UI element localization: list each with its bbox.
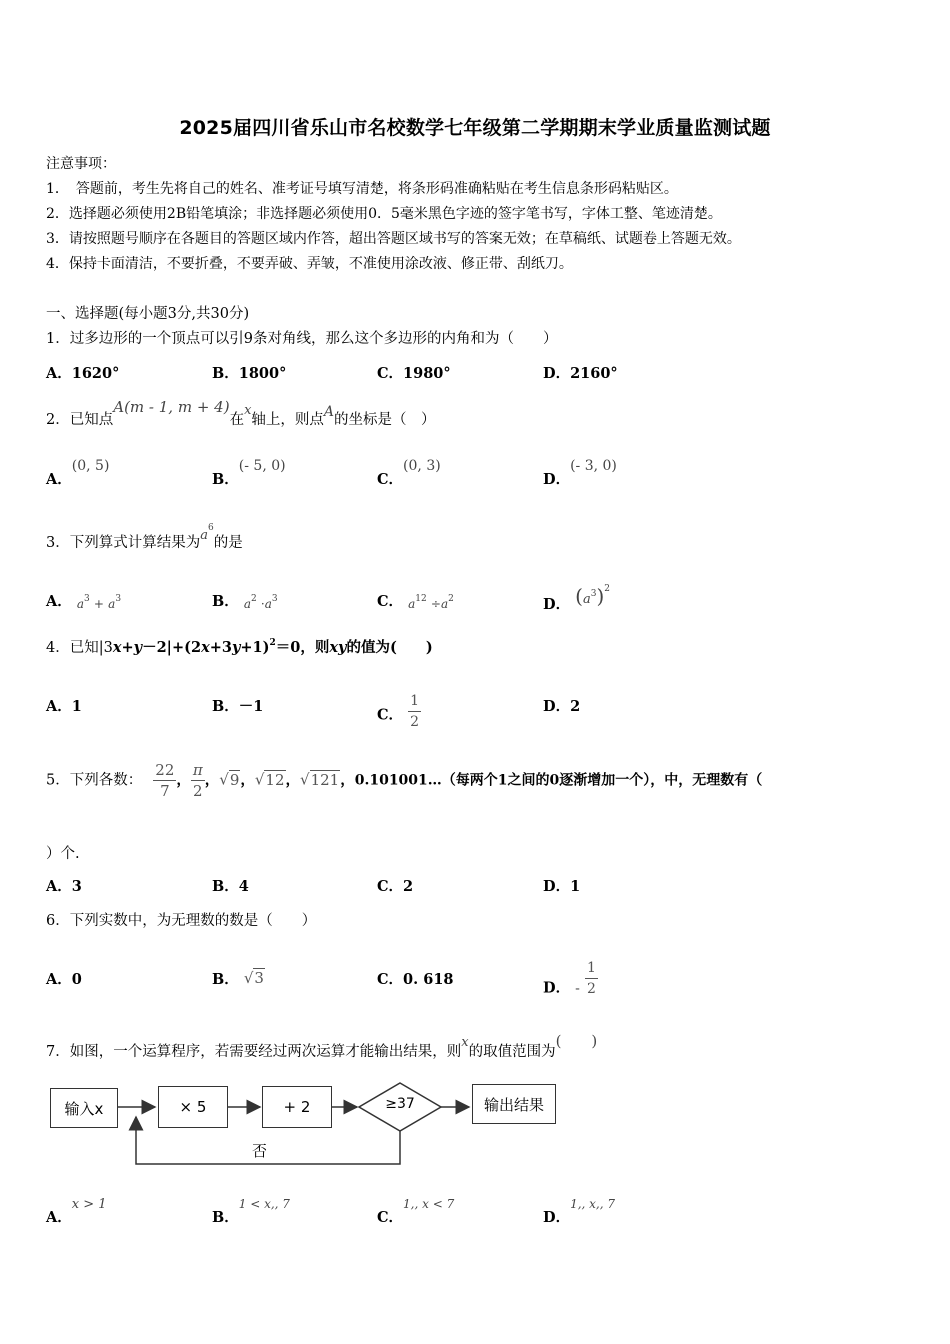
q2-label-b: B． <box>212 471 239 488</box>
q3-b-base1: a <box>243 597 251 611</box>
q3-a-exp2: 3 <box>115 594 122 604</box>
q6-option-d <box>543 960 598 1009</box>
q3-b-base2: a <box>264 597 272 611</box>
q7-option-c <box>377 1197 455 1227</box>
q1-option-d: D．2160° <box>543 365 618 382</box>
q3-exp: 6 <box>208 523 214 533</box>
q4-stem-e: +1) <box>240 639 270 656</box>
q3-c-exp2: 2 <box>448 594 454 604</box>
q4-x: x <box>112 639 122 656</box>
q1-option-a: A．1620° <box>46 365 120 382</box>
q3-c-exp1: 12 <box>415 594 427 604</box>
q4-stem-f: ＝0，则 <box>275 639 330 656</box>
q3-b-exp1: 2 <box>250 594 257 604</box>
q3-d-base: a <box>582 592 591 607</box>
note-item-3: 3．请按照题号顺序在各题目的答题区域内作答，超出答题区域书写的答案无效；在草稿纸、试题卷上答题无效。 <box>46 231 741 247</box>
q3-expr-b <box>243 594 278 611</box>
q5-f2-numerator: π <box>192 761 203 779</box>
q5-f1-numerator: 22 <box>155 761 175 779</box>
q5-option-c: C．2 <box>377 878 414 895</box>
q2-point: A(m - 1, m + 4) <box>113 398 230 416</box>
q2-option-c <box>377 458 441 489</box>
q3-option-a <box>46 590 121 611</box>
q3-d-exp2: 2 <box>604 584 610 594</box>
note-item-4: 4．保持卡面清洁，不要折叠，不要弄破、弄皱，不准使用涂改液、修正带、刮纸刀。 <box>46 256 573 272</box>
q7-label-a: A． <box>46 1209 72 1226</box>
q2-label-a: A． <box>46 471 72 488</box>
flow-compare-label: ≥37 <box>385 1096 415 1112</box>
q7-flowchart <box>40 1078 570 1170</box>
q4-stem-d: +3 <box>209 639 232 656</box>
q4-x2: x <box>201 639 210 656</box>
q3-expr-c <box>408 594 454 611</box>
q3-number: 3．下列算式计算结果为 <box>46 535 201 551</box>
q5-radicand-12: 12 <box>265 770 285 789</box>
q3-b-exp2: 3 <box>271 594 278 604</box>
q4-stem-g: 的值为( ) <box>346 639 433 656</box>
q5-number: 5．下列各数： <box>46 772 143 789</box>
q4-stem-c: －2|+(2 <box>142 639 202 656</box>
q3-base: a <box>200 528 208 543</box>
q5-option-d: D．1 <box>543 878 581 895</box>
q4-option-b: B．－1 <box>212 698 264 715</box>
q5-stem <box>46 760 762 801</box>
q3-label-d: D． <box>543 596 571 613</box>
q6-sqrt-3: √3 <box>243 969 264 987</box>
q2-point-name: A <box>323 404 335 420</box>
q4-xy: xy <box>329 639 347 656</box>
q3-option-d <box>543 584 610 614</box>
q7-paren: ( ) <box>555 1032 598 1050</box>
q5-option-a: A．3 <box>46 878 82 895</box>
q4-y2: y <box>231 639 241 656</box>
q4-c-denominator: 2 <box>410 714 420 730</box>
q3-option-c <box>377 590 454 611</box>
q2-text-axis: 轴上，则点 <box>251 412 324 428</box>
q7-stem-text: 7．如图，一个运算程序，若需要经过两次运算才能输出结果，则 <box>46 1044 462 1060</box>
notes-heading: 注意事项： <box>46 156 116 172</box>
q5-comma-5: ， <box>340 771 355 789</box>
q1-stem: 1．过多边形的一个顶点可以引9条对角线，那么这个多边形的内角和为（ ） <box>46 331 558 347</box>
q3-d-open: ( <box>575 584 583 608</box>
q7-option-a <box>46 1197 107 1227</box>
q2-value-c: (0, 3) <box>403 458 441 474</box>
q6-radicand-3: 3 <box>254 969 264 987</box>
flow-input-box: 输入x <box>50 1088 118 1128</box>
q6-label-b: B． <box>212 971 239 988</box>
q7-option-d <box>543 1197 616 1227</box>
q7-value-d: 1,, x,, 7 <box>570 1197 616 1211</box>
flow-times5-box: × 5 <box>158 1086 228 1128</box>
note-item-2: 2．选择题必须使用2B铅笔填涂；非选择题必须使用0．5毫米黑色字迹的签字笔书写，字体工整、笔迹清楚。 <box>46 206 722 222</box>
q5-comma-2: ， <box>204 771 220 789</box>
q6-d-denominator: 2 <box>586 981 596 997</box>
q2-value-a: (0, 5) <box>71 458 110 474</box>
q7-stem-end: 的取值范围为 <box>468 1044 556 1060</box>
q3-option-b <box>212 590 278 611</box>
q7-option-b <box>212 1197 290 1227</box>
q6-stem: 6．下列实数中，为无理数的数是（ ） <box>46 913 317 929</box>
q6-minus-sign: - <box>575 980 580 997</box>
q2-text-end: 的坐标是（ ） <box>334 412 436 428</box>
q6-option-b <box>212 968 265 989</box>
flow-output-box: 输出结果 <box>472 1084 556 1124</box>
q3-d-close: ) <box>596 584 605 608</box>
q2-value-d: (- 3, 0) <box>570 458 617 474</box>
q3-label-b: B． <box>212 593 239 610</box>
q5-continuation: ）个. <box>46 846 80 862</box>
q2-text-in: 在 <box>229 412 245 428</box>
q4-label-c: C． <box>377 706 404 724</box>
q6-label-d: D． <box>543 979 571 997</box>
q2-label-d: D． <box>543 471 571 488</box>
note-item-1: 1． 答题前，考生先将自己的姓名、准考证号填写清楚，将条形码准确粘贴在考生信息条形码粘贴区。 <box>46 181 678 197</box>
q3-c-op: ÷ <box>430 597 441 611</box>
q3-stem <box>46 523 243 552</box>
q5-fraction-22-7 <box>153 760 176 801</box>
q5-option-b: B．4 <box>212 878 249 895</box>
q1-option-c: C．1980° <box>377 365 451 382</box>
q3-expr-a <box>76 594 122 611</box>
q2-value-b: (- 5, 0) <box>238 458 286 474</box>
q7-stem <box>46 1032 598 1061</box>
q6-option-c: C．0. 618 <box>377 971 454 988</box>
q7-value-b: 1 < x,, 7 <box>238 1197 290 1211</box>
q3-a-base2: a <box>108 597 116 611</box>
q5-comma-4: ， <box>285 771 301 789</box>
q3-label-c: C． <box>377 593 404 610</box>
q3-expr-d <box>575 584 610 608</box>
q4-stem-a: 4．已知|3 <box>46 640 113 656</box>
q5-fraction-pi-2 <box>191 760 205 801</box>
q3-d-exp1: 3 <box>590 589 597 599</box>
q3-text-end: 的是 <box>213 535 243 551</box>
q4-stem-b: + <box>121 639 134 656</box>
q4-option-c <box>377 695 421 736</box>
q5-comma-3: ， <box>240 771 255 789</box>
q3-a-op: + <box>93 597 104 611</box>
q5-tail: 0.101001…（每两个1之间的0逐渐增加一个），中，无理数有（ <box>354 772 763 789</box>
q5-f2-denominator: 2 <box>193 782 203 800</box>
q1-option-b: B．1800° <box>212 365 287 382</box>
q3-label-a: A． <box>46 593 72 610</box>
q6-fraction-d <box>585 958 598 999</box>
q5-sqrt-121: √121 <box>300 770 340 789</box>
q4-square: 2 <box>269 638 276 648</box>
page-title: 2025届四川省乐山市名校数学七年级第二学期期末学业质量监测试题 <box>179 117 771 139</box>
q5-sqrt-12: √12 <box>254 770 285 789</box>
q5-f1-denominator: 7 <box>160 782 170 800</box>
q7-x: x <box>461 1035 469 1050</box>
q4-option-d: D．2 <box>543 698 581 715</box>
q5-sqrt-9: √9 <box>219 770 240 789</box>
q7-value-c: 1,, x < 7 <box>403 1197 455 1211</box>
q7-label-d: D． <box>543 1209 571 1226</box>
flow-plus2-box: + 2 <box>262 1086 332 1128</box>
q2-label-c: C． <box>377 471 404 488</box>
q5-radicand-121: 121 <box>310 770 340 789</box>
q6-option-a: A．0 <box>46 971 82 988</box>
q7-label-c: C． <box>377 1209 404 1226</box>
q5-comma-1: ， <box>176 771 191 789</box>
q3-c-base1: a <box>408 597 416 611</box>
q4-option-a: A．1 <box>46 698 82 715</box>
q2-stem <box>46 398 436 429</box>
flow-no-label: 否 <box>252 1142 268 1160</box>
q6-d-numerator: 1 <box>585 958 598 979</box>
q7-label-b: B． <box>212 1209 239 1226</box>
q3-a-exp1: 3 <box>83 594 90 604</box>
q2-option-b <box>212 458 286 489</box>
q4-c-numerator: 1 <box>408 691 421 712</box>
q4-stem <box>46 636 433 657</box>
q4-fraction-c <box>408 691 421 732</box>
q3-c-base2: a <box>440 597 449 611</box>
q5-radicand-9: 9 <box>229 770 240 789</box>
q2-axis: x <box>244 403 252 418</box>
q3-a-base1: a <box>76 597 84 611</box>
q3-b-op: · <box>260 597 265 611</box>
q2-option-d <box>543 458 617 489</box>
section-heading: 一、选择题(每小题3分,共30分) <box>46 306 250 322</box>
q4-y: y <box>133 639 143 656</box>
q7-value-a: x > 1 <box>71 1197 107 1212</box>
q2-number: 2．已知点 <box>46 412 114 428</box>
q2-option-a <box>46 458 110 489</box>
